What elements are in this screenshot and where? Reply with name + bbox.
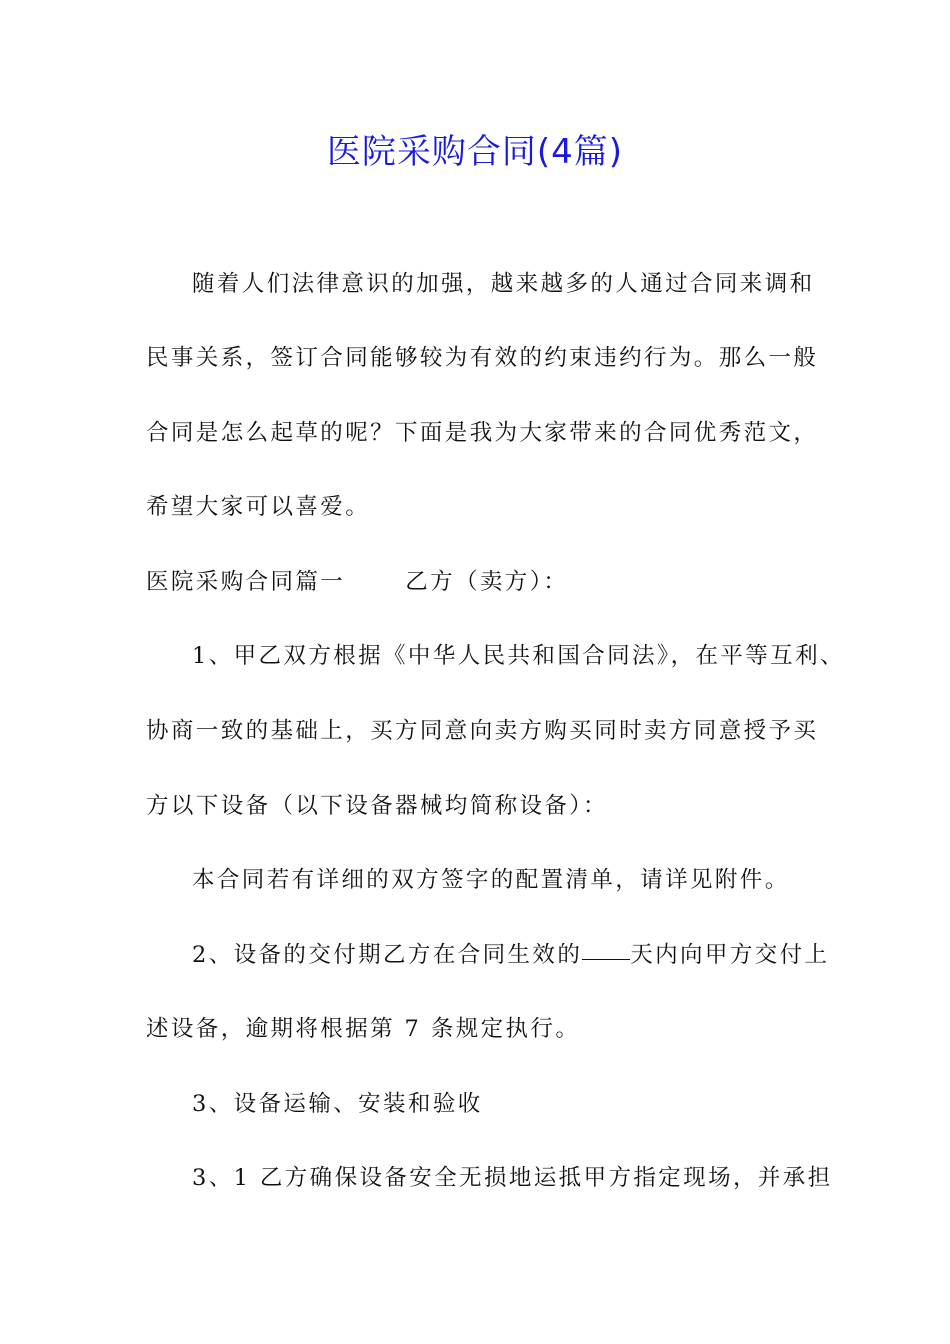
clause-2-text-before-blank: 2、设备的交付期乙方在合同生效的: [192, 942, 583, 968]
intro-line-3: 合同是怎么起草的呢？下面是我为大家带来的合同优秀范文，: [146, 420, 819, 446]
clause-1-line-3: 方以下设备（以下设备器械均简称设备）：: [146, 793, 608, 819]
intro-line-4: 希望大家可以喜爱。: [146, 494, 371, 520]
clause-2-line-1: [192, 939, 872, 971]
clause-2-line-2: 述设备，逾期将根据第 7 条规定执行。: [146, 1016, 581, 1042]
clause-3-heading: 3、设备运输、安装和验收: [192, 1091, 483, 1117]
intro-line-2: 民事关系，签订合同能够较为有效的约束违约行为。那么一般: [146, 345, 819, 371]
attachment-note: 本合同若有详细的双方签字的配置清单，请详见附件。: [192, 867, 790, 893]
intro-line-1: 随着人们法律意识的加强，越来越多的人通过合同来调和: [192, 271, 815, 297]
document-title: 医院采购合同(4篇): [326, 132, 624, 172]
clause-1-line-2: 协商一致的基础上，买方同意向卖方购买同时卖方同意授予买: [146, 718, 819, 744]
clause-1-line-1: 1、甲乙双方根据《中华人民共和国合同法》，在平等互利、: [192, 643, 845, 669]
section-title: 医院采购合同篇一: [146, 569, 346, 595]
days-blank-field: [582, 939, 630, 960]
clause-2-text-after-blank: 天内向甲方交付上: [630, 942, 830, 968]
clause-3-1-line-1: 3、1 乙方确保设备安全无损地运抵甲方指定现场，并承担: [192, 1165, 833, 1191]
section-party-label: 乙方（卖方）：: [405, 569, 569, 595]
section-header: [146, 566, 826, 598]
